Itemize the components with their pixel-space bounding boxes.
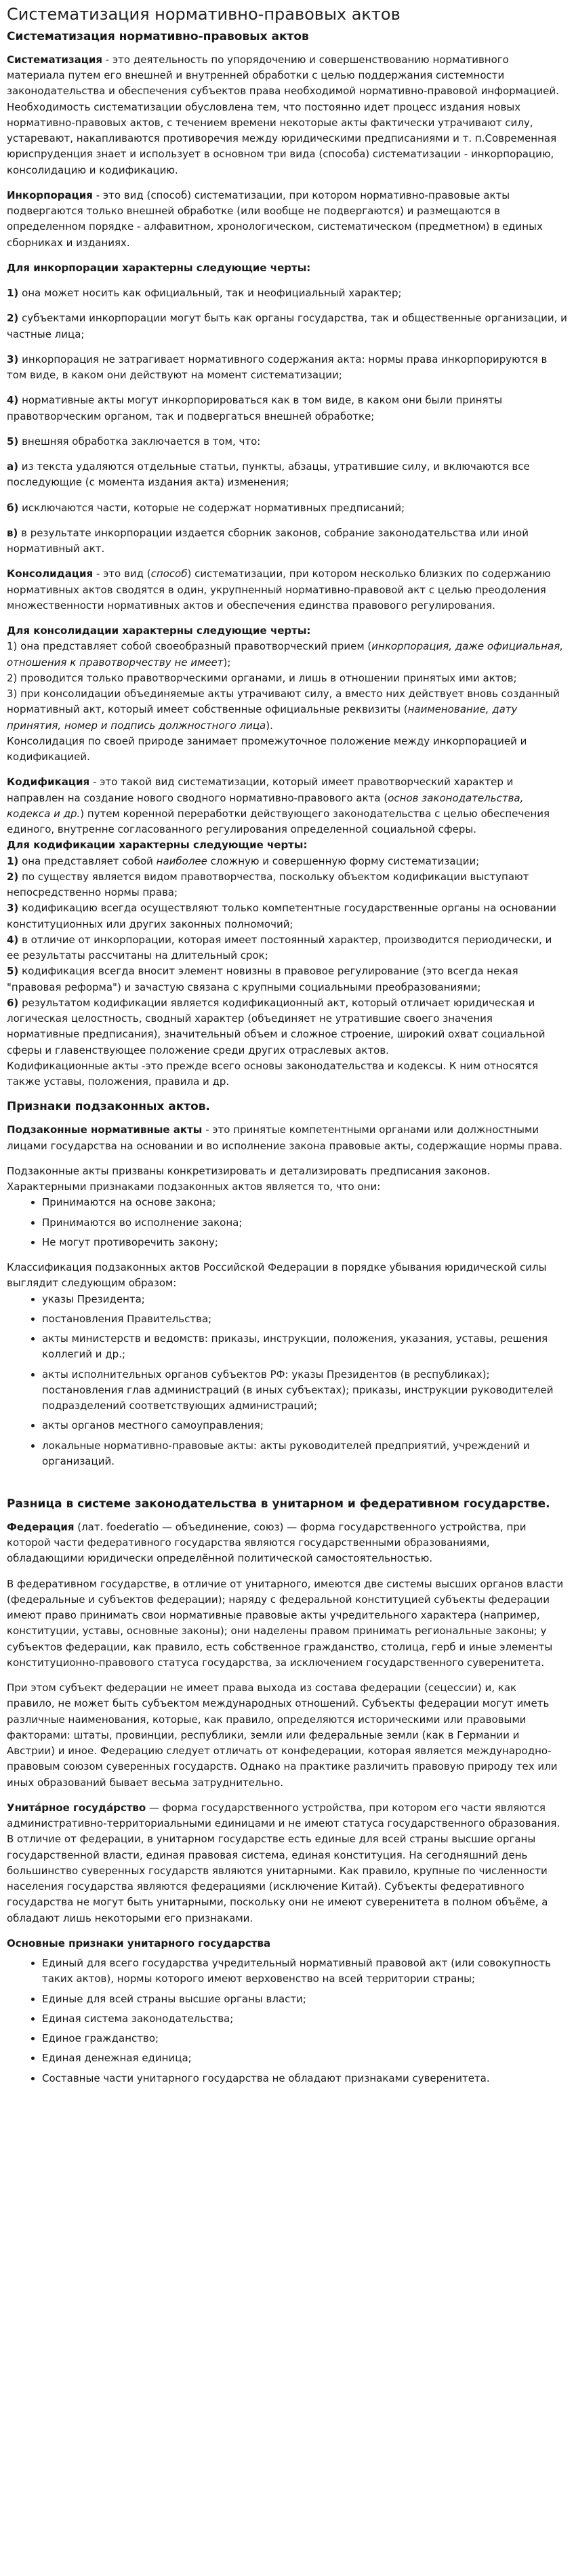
list-item: • Единая система законодательства; (42, 2011, 567, 2027)
list-item: • локальные нормативно-правовые акты: акты руководителей предприятий, учреждений и организаций. (42, 1438, 567, 1470)
list-item: • Не могут противоречить закону; (42, 1235, 567, 1250)
list-item: • акты органов местного самоуправления; (42, 1418, 567, 1433)
definition-text: - это деятельность по упорядочению и совершенствованию нормативного материала путем его внешней и внутренней обработки с целью поддержания системности законодательства и обеспечения субъектов права необходимой нормативно-правовой информацией. (7, 53, 559, 98)
unitary-term: Унита́рное госуда́рство (7, 1801, 146, 1814)
secession-para: При этом субъект федерации не имеет права выхода из состава федерации (сецессии) и, как правило, не может быть субъектом международных отношений. Субъекты федерации могут иметь различные наименования, которые, как правило, определяются историческими или правовыми факторами: штаты, провинции, республики, земли или федеральные земли (как в Германии и Австрии) и иное. Федерацию следует отличать от конфедерации, которая является международно-правовым союзом суверенных государств. Однако на практике различить правовую природу тех или иных образований бывает весьма затруднительно. (7, 1682, 558, 1789)
systematization-intro: Необходимость систематизации обусловлена тем, что постоянно идет процесс издания новых нормативно-правовых актов, с течением времени некоторые акты фактически утрачивают силу, устаревают, накапливаются противоречия между юридическими предписаниями и т. п.Современная юриспруденция знает и использует в основном три вида (способа) систематизации - инкорпорацию, консолидацию и кодификацию. (7, 100, 557, 176)
incorporation-item: 4) нормативные акты могут инкорпорироваться как в том виде, в каком они были приняты правотворческим органом, так и подвергаться внешней обработке; (7, 394, 503, 422)
incorporation-text: - это вид (способ) систематизации, при котором нормативно-правовые акты подвергаются только внешней обработке (или вообще не подвергаются) и размещаются в определенном порядке - алфавитном, хронологическом, систематическом (предметном) в единых сборниках и изданиях. (7, 189, 543, 249)
list-item: • Единая денежная единица; (42, 2050, 567, 2066)
list-item: • Составные части унитарного государства не обладают признаками суверенитета. (42, 2071, 567, 2086)
bylaws-classification-intro: Классификация подзаконных актов Российской Федерации в порядке убывания юридической силы выглядит следующим образом: (7, 1261, 547, 1290)
unitary-features-list (7, 1956, 567, 2086)
federation-term: Федерация (7, 1520, 75, 1533)
federation-definition: Федерация (лат. foederatio — объединение, союз) — форма государственного устройства, при которой части федеративного государства являются государственными образованиями, обладающими юридически определённой политической самостоятельностью. (7, 1520, 527, 1565)
list-item: • акты министерств и ведомств: приказы, инструкции, положения, указания, уставы, решения коллегий и др.; (42, 1331, 567, 1363)
codification-features-heading: Для кодификации характерны следующие черты: (7, 839, 308, 852)
codification-item: 2) по существу является видом правотворчества, поскольку объектом кодификации выступают непосредственно нормы права; (7, 870, 529, 899)
incorporation-item: 1) она может носить как официальный, так и неофициальный характер; (7, 287, 402, 300)
bylaws-classification-list (7, 1292, 567, 1470)
incorporation-definition (7, 188, 567, 251)
section-heading-bylaws: Признаки подзаконных актов. (7, 1100, 210, 1114)
incorporation-item: 2) субъектами инкорпорации могут быть как органы государства, так и общественные организации, и частные лица; (7, 312, 567, 340)
definition-term: Систематизация (7, 53, 102, 66)
section-heading-state: Разница в системе законодательства в унитарном и федеративном государстве. (7, 1497, 550, 1511)
codification-definition: Кодификация - это такой вид систематизации, который имеет правотворческий характер и направлен на создание нового сводного нормативно-правового акта (основ законодательства, кодекса и др.) путем коренной переработки действующего законодательства с целью обеспечения единого, внутренне согласованного регулирования определенной социальной сферы. (7, 776, 550, 836)
incorporation-subitem: в) в результате инкорпорации издается сборник законов, собрание законодательства или иной нормативный акт. (7, 526, 529, 555)
list-item: • Принимаются во исполнение закона; (42, 1215, 567, 1231)
consolidation-term: Консолидация (7, 568, 94, 580)
codification-item: 5) кодификация всегда вносит элемент новизны в правовое регулирование (это всегда некая "правовая реформа") и зачастую связана с крупными социальными преобразованиями; (7, 965, 518, 993)
consolidation-definition: Консолидация - это вид (способ) систематизации, при котором несколько близких по содержанию нормативных актов сводятся в один, укрупненный нормативно-правовой акт с целью преодоления множественности нормативных актов и обеспечения единства правового регулирования. (7, 568, 551, 612)
consolidation-item: 1) она представляет собой своеобразный правотворческий прием (инкорпорация, даже официальная, отношения к правотворчеству не имеет); (7, 640, 563, 669)
bylaws-para: Подзаконные акты призваны конкретизировать и детализировать предписания законов. Характерными признаками подзаконных актов является то, что они: (7, 1164, 491, 1193)
list-item: • Единые для всей страны высшие органы власти; (42, 1992, 567, 2007)
codification-term: Кодификация (7, 776, 90, 789)
incorporation-item: 3) инкорпорация не затрагивает нормативного содержания акта: нормы права инкорпорируются в том виде, в каком они действуют на момент систематизации; (7, 353, 548, 382)
list-item: • Единый для всего государства учредительный нормативный правовой акт (или совокупность таких актов), нормы которого имеют верховенство на всей территории страны; (42, 1956, 567, 1987)
unitary-definition: Унита́рное госуда́рство — форма государственного устройства, при котором его части являются административно-территориальными единицами и не имеют статуса государственного образования. В отличие от федерации, в унитарном государстве есть единые для всей страны высшие органы государственной власти, единая правовая система, единая конституция. На сегодняшний день большинство суверенных государств являются унитарными. Как правило, крупные по численности населения государства являются федерациями (исключение Китай). Субъекты федеративного государства не могут быть унитарными, поскольку они не имеют суверенитета в полном объёме, а обладают лишь некоторыми его признаками. (7, 1801, 560, 1924)
incorporation-features-heading: Для инкорпорации характерны следующие черты: (7, 261, 311, 274)
list-item: • указы Президента; (42, 1292, 567, 1307)
list-item: • Единое гражданство; (42, 2031, 567, 2046)
systematization-definition (7, 52, 567, 100)
incorporation-subitem: б) исключаются части, которые не содержат нормативных предписаний; (7, 501, 405, 514)
incorporation-term: Инкорпорация (7, 189, 93, 201)
incorporation-subitem: а) из текста удаляются отдельные статьи, пункты, абзацы, утратившие силу, и включаются все последующие (с момента издания акта) изменения; (7, 460, 530, 489)
section-heading-systematization: Систематизация нормативно-правовых актов (7, 30, 309, 44)
list-item: • акты исполнительных органов субъектов РФ: указы Президентов (в республиках); постановления глав администраций (в иных субъектах); приказы, инструкции руководителей подразделений соответствующих администраций; (42, 1367, 567, 1414)
incorporation-item: 5) внешняя обработка заключается в том, что: (7, 435, 261, 448)
spacer (7, 1479, 567, 1497)
codification-item: 6) результатом кодификации является кодификационный акт, который отличает юридическая и логическая целостность, сводный характер (объединяет не утратившие своего значения нормативные предписания), значительный объем и сложное строение, широкий охват социальной сферы и главенствующее положение среди других отраслевых актов. (7, 996, 546, 1056)
consolidation-features-heading: Для консолидации характерны следующие черты: (7, 625, 311, 637)
codification-item: 3) кодификацию всегда осуществляют только компетентные государственные органы на основании конституционных или других законных полномочий; (7, 902, 556, 930)
codification-item: 1) она представляет собой наиболее сложную и совершенную форму систематизации; (7, 854, 480, 867)
page-title: Систематизация нормативно-правовых актов (7, 5, 401, 24)
consolidation-item: 3) при консолидации объединяемые акты утрачивают силу, а вместо них действует вновь созданный нормативный акт, который имеет собственные официальные реквизиты (наименование, дату принятия, номер и подпись должностного лица). (7, 688, 560, 732)
bylaws-definition: Подзаконные нормативные акты - это принятые компетентными органами или должностными лицами государства на основании и во исполнение закона правовые акты, содержащие нормы права. (7, 1124, 562, 1152)
consolidation-item: 2) проводится только правотворческими органами, и лишь в отношении принятых ими актов; (7, 671, 517, 684)
list-item: • Принимаются на основе закона; (42, 1195, 567, 1210)
consolidation-closing: Консолидация по своей природе занимает промежуточное положение между инкорпорацией и кодификацией. (7, 734, 527, 764)
federal-para: В федеративном государстве, в отличие от унитарного, имеются две системы высших органов власти (федеральные и субъектов федерации); наряду с федеральной конституцией субъекты федерации имеют право принимать свои нормативные правовые акты учредительного характера (например, конституции, уставы, основные законы); они наделены правом принимать региональные законы; у субъектов федерации, как правило, есть собственное гражданство, столица, герб и иные элементы конституционно-правового статуса государства, за исключением государственного суверенитета. (7, 1577, 564, 1669)
codification-item: 4) в отличие от инкорпорации, которая имеет постоянный характер, производится периодически, и ее результаты рассчитаны на длительный срок; (7, 933, 552, 962)
consolidation-features (7, 623, 567, 765)
codification-block (7, 774, 567, 1090)
bylaws-term: Подзаконные нормативные акты (7, 1124, 203, 1136)
list-item: • постановления Правительства; (42, 1311, 567, 1327)
codification-closing: Кодификационные акты -это прежде всего основы законодательства и кодексы. К ним относятся также уставы, положения, правила и др. (7, 1059, 539, 1088)
bylaws-features-list (7, 1195, 567, 1250)
unitary-features-heading: Основные признаки унитарного государства (7, 1937, 271, 1949)
